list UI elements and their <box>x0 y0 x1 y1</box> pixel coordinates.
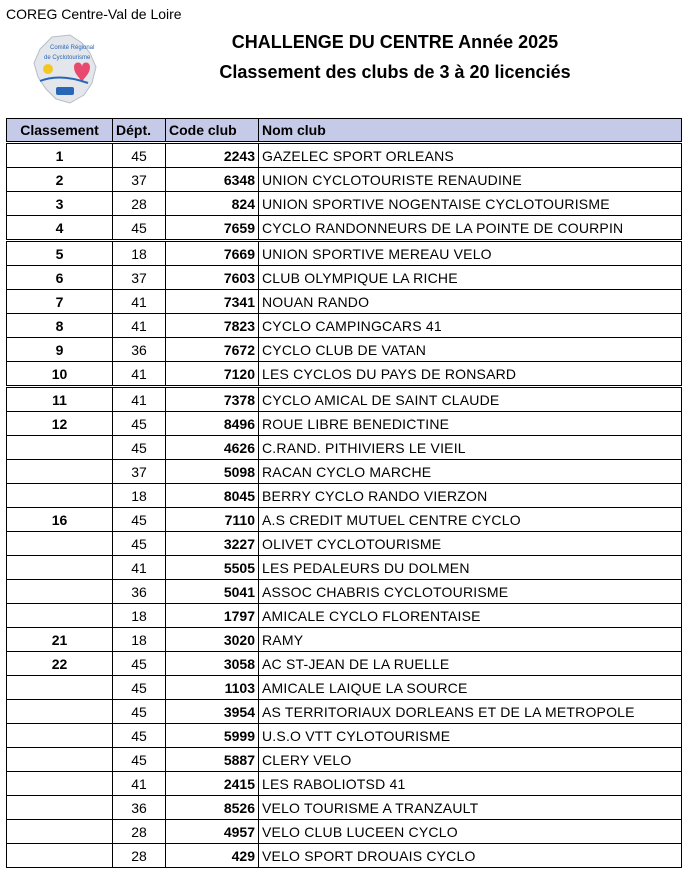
dept-cell: 45 <box>113 700 166 724</box>
club-name-cell: CYCLO RANDONNEURS DE LA POINTE DE COURPIN <box>259 216 682 241</box>
table-row <box>7 700 682 724</box>
rank-cell <box>7 460 113 484</box>
dept-cell: 45 <box>113 412 166 436</box>
code-cell: 8526 <box>166 796 259 820</box>
club-name-cell: LES PEDALEURS DU DOLMEN <box>259 556 682 580</box>
dept-cell: 41 <box>113 772 166 796</box>
code-cell: 8045 <box>166 484 259 508</box>
rank-cell: 4 <box>7 216 113 241</box>
dept-cell: 18 <box>113 484 166 508</box>
club-name-cell: C.RAND. PITHIVIERS LE VIEIL <box>259 436 682 460</box>
club-name-cell: VELO SPORT DROUAIS CYCLO <box>259 844 682 868</box>
table-row <box>7 676 682 700</box>
rank-cell: 22 <box>7 652 113 676</box>
club-name-cell: AMICALE CYCLO FLORENTAISE <box>259 604 682 628</box>
code-cell: 7823 <box>166 314 259 338</box>
organization-name: COREG Centre-Val de Loire <box>6 6 182 22</box>
dept-cell: 28 <box>113 844 166 868</box>
col-header-classement: Classement <box>7 119 113 143</box>
rank-cell: 2 <box>7 168 113 192</box>
table-row <box>7 748 682 772</box>
table-row <box>7 241 682 266</box>
club-name-cell: VELO CLUB LUCEEN CYCLO <box>259 820 682 844</box>
table-row <box>7 556 682 580</box>
table-row <box>7 628 682 652</box>
code-cell: 3058 <box>166 652 259 676</box>
logo-text-mid: de Cyclotourisme <box>44 55 91 61</box>
club-name-cell: CYCLO AMICAL DE SAINT CLAUDE <box>259 387 682 412</box>
code-cell: 7669 <box>166 241 259 266</box>
title-line-1: CHALLENGE DU CENTRE Année 2025 <box>231 32 559 52</box>
club-name-cell: CLERY VELO <box>259 748 682 772</box>
col-header-dept: Dépt. <box>113 119 166 143</box>
club-name-cell: ASSOC CHABRIS CYCLOTOURISME <box>259 580 682 604</box>
rank-cell <box>7 556 113 580</box>
table-row <box>7 216 682 241</box>
dept-cell: 37 <box>113 168 166 192</box>
dept-cell: 28 <box>113 820 166 844</box>
dept-cell: 28 <box>113 192 166 216</box>
club-name-cell: UNION SPORTIVE NOGENTAISE CYCLOTOURISME <box>259 192 682 216</box>
code-cell: 5098 <box>166 460 259 484</box>
rank-cell <box>7 484 113 508</box>
dept-cell: 45 <box>113 436 166 460</box>
club-name-cell: AMICALE LAIQUE LA SOURCE <box>259 676 682 700</box>
table-row <box>7 314 682 338</box>
club-name-cell: GAZELEC SPORT ORLEANS <box>259 143 682 168</box>
code-cell: 2243 <box>166 143 259 168</box>
code-cell: 7378 <box>166 387 259 412</box>
rank-cell <box>7 820 113 844</box>
dept-cell: 41 <box>113 314 166 338</box>
dept-cell: 36 <box>113 796 166 820</box>
club-name-cell: AC ST-JEAN DE LA RUELLE <box>259 652 682 676</box>
table-row <box>7 820 682 844</box>
dept-cell: 45 <box>113 724 166 748</box>
rank-cell <box>7 580 113 604</box>
rank-cell: 11 <box>7 387 113 412</box>
code-cell: 429 <box>166 844 259 868</box>
code-cell: 4626 <box>166 436 259 460</box>
rank-cell <box>7 604 113 628</box>
rank-cell: 9 <box>7 338 113 362</box>
rank-cell: 21 <box>7 628 113 652</box>
club-name-cell: NOUAN RANDO <box>259 290 682 314</box>
code-cell: 7110 <box>166 508 259 532</box>
club-name-cell: LES CYCLOS DU PAYS DE RONSARD <box>259 362 682 387</box>
rank-cell: 5 <box>7 241 113 266</box>
club-name-cell: U.S.O VTT CYLOTOURISME <box>259 724 682 748</box>
code-cell: 7341 <box>166 290 259 314</box>
dept-cell: 45 <box>113 508 166 532</box>
club-name-cell: ROUE LIBRE BENEDICTINE <box>259 412 682 436</box>
code-cell: 6348 <box>166 168 259 192</box>
table-row <box>7 724 682 748</box>
rank-cell <box>7 796 113 820</box>
code-cell: 3020 <box>166 628 259 652</box>
dept-cell: 18 <box>113 241 166 266</box>
dept-cell: 45 <box>113 676 166 700</box>
rank-cell: 8 <box>7 314 113 338</box>
ranking-table <box>6 118 682 868</box>
table-row <box>7 192 682 216</box>
table-row <box>7 290 682 314</box>
dept-cell: 36 <box>113 580 166 604</box>
table-row <box>7 652 682 676</box>
table-row <box>7 604 682 628</box>
rank-cell <box>7 436 113 460</box>
dept-cell: 37 <box>113 460 166 484</box>
table-header-row <box>7 119 682 143</box>
rank-cell <box>7 748 113 772</box>
club-name-cell: CYCLO CAMPINGCARS 41 <box>259 314 682 338</box>
club-name-cell: BERRY CYCLO RANDO VIERZON <box>259 484 682 508</box>
logo-text-top: Comité Régional <box>50 45 95 51</box>
rank-cell: 12 <box>7 412 113 436</box>
code-cell: 1797 <box>166 604 259 628</box>
rank-cell <box>7 844 113 868</box>
code-cell: 2415 <box>166 772 259 796</box>
dept-cell: 37 <box>113 266 166 290</box>
rank-cell: 6 <box>7 266 113 290</box>
dept-cell: 45 <box>113 532 166 556</box>
code-cell: 5505 <box>166 556 259 580</box>
club-name-cell: CLUB OLYMPIQUE LA RICHE <box>259 266 682 290</box>
col-header-code-club: Code club <box>166 119 259 143</box>
code-cell: 7120 <box>166 362 259 387</box>
dept-cell: 18 <box>113 604 166 628</box>
rank-cell: 7 <box>7 290 113 314</box>
rank-cell <box>7 772 113 796</box>
dept-cell: 41 <box>113 362 166 387</box>
code-cell: 7672 <box>166 338 259 362</box>
table-row <box>7 436 682 460</box>
club-name-cell: VELO TOURISME A TRANZAULT <box>259 796 682 820</box>
club-name-cell: OLIVET CYCLOTOURISME <box>259 532 682 556</box>
club-name-cell: UNION CYCLOTOURISTE RENAUDINE <box>259 168 682 192</box>
code-cell: 8496 <box>166 412 259 436</box>
code-cell: 7659 <box>166 216 259 241</box>
dept-cell: 45 <box>113 748 166 772</box>
code-cell: 5041 <box>166 580 259 604</box>
code-cell: 5999 <box>166 724 259 748</box>
dept-cell: 45 <box>113 143 166 168</box>
code-cell: 3954 <box>166 700 259 724</box>
dept-cell: 41 <box>113 387 166 412</box>
rank-cell: 16 <box>7 508 113 532</box>
table-row <box>7 508 682 532</box>
table-row <box>7 772 682 796</box>
table-row <box>7 484 682 508</box>
code-cell: 5887 <box>166 748 259 772</box>
table-row <box>7 796 682 820</box>
table-row <box>7 338 682 362</box>
club-name-cell: AS TERRITORIAUX DORLEANS ET DE LA METROPOLE <box>259 700 682 724</box>
table-row <box>7 532 682 556</box>
coreg-logo <box>30 33 100 105</box>
code-cell: 1103 <box>166 676 259 700</box>
code-cell: 824 <box>166 192 259 216</box>
table-row <box>7 580 682 604</box>
rank-cell <box>7 676 113 700</box>
club-name-cell: CYCLO CLUB DE VATAN <box>259 338 682 362</box>
table-row <box>7 412 682 436</box>
dept-cell: 18 <box>113 628 166 652</box>
logo-badge <box>56 87 74 95</box>
dept-cell: 45 <box>113 216 166 241</box>
sun-shape <box>43 64 53 74</box>
table-row <box>7 143 682 168</box>
title-line-2: Classement des clubs de 3 à 20 licenciés <box>219 62 571 82</box>
table-row <box>7 168 682 192</box>
club-name-cell: A.S CREDIT MUTUEL CENTRE CYCLO <box>259 508 682 532</box>
table-row <box>7 844 682 868</box>
rank-cell <box>7 532 113 556</box>
table-row <box>7 362 682 387</box>
code-cell: 4957 <box>166 820 259 844</box>
dept-cell: 36 <box>113 338 166 362</box>
dept-cell: 41 <box>113 290 166 314</box>
col-header-nom-club: Nom club <box>259 119 682 143</box>
table-row <box>7 266 682 290</box>
code-cell: 7603 <box>166 266 259 290</box>
dept-cell: 41 <box>113 556 166 580</box>
rank-cell: 3 <box>7 192 113 216</box>
rank-cell <box>7 724 113 748</box>
rank-cell <box>7 700 113 724</box>
club-name-cell: RAMY <box>259 628 682 652</box>
table-row <box>7 460 682 484</box>
rank-cell: 1 <box>7 143 113 168</box>
dept-cell: 45 <box>113 652 166 676</box>
rank-cell: 10 <box>7 362 113 387</box>
club-name-cell: RACAN CYCLO MARCHE <box>259 460 682 484</box>
table-row <box>7 387 682 412</box>
club-name-cell: UNION SPORTIVE MEREAU VELO <box>259 241 682 266</box>
club-name-cell: LES RABOLIOTSD 41 <box>259 772 682 796</box>
code-cell: 3227 <box>166 532 259 556</box>
